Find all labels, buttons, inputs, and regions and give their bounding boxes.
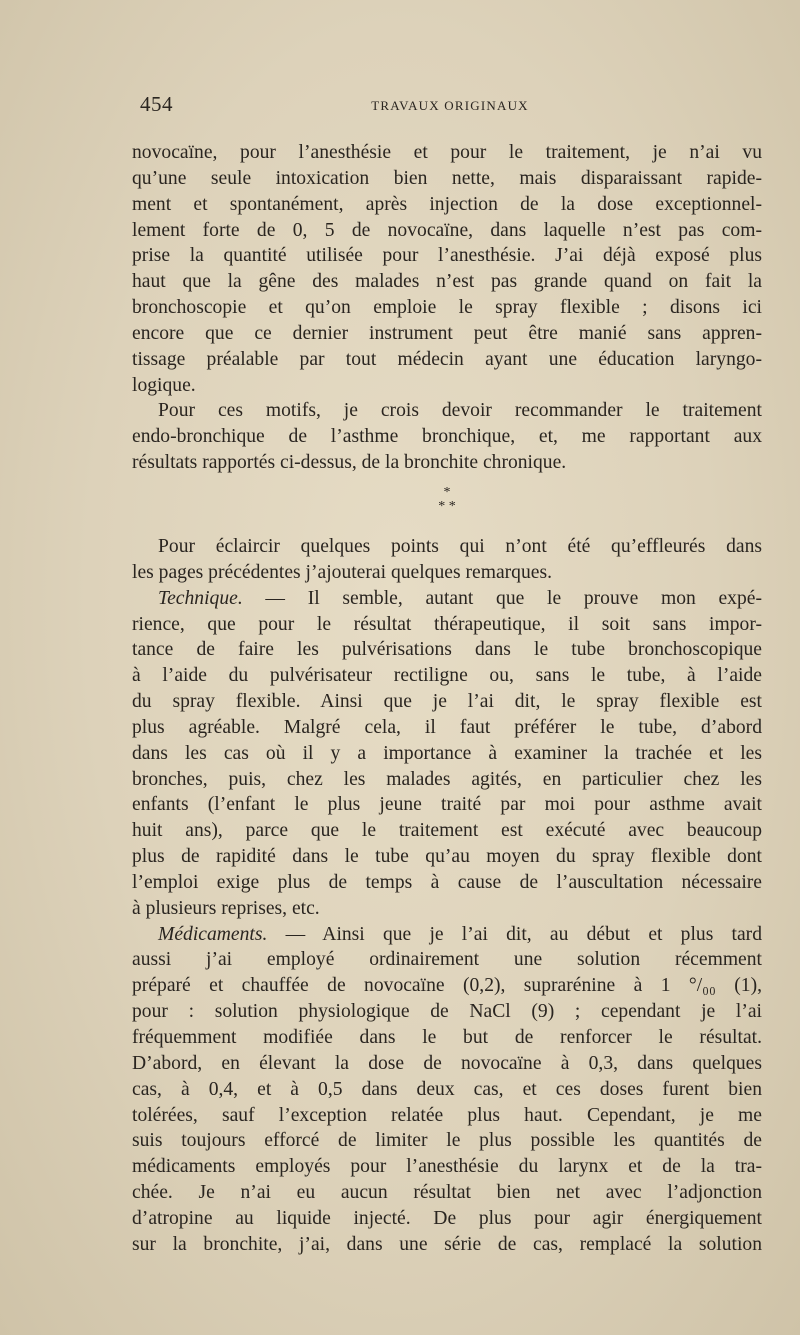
page-header [140, 92, 760, 122]
section-heading-technique: Technique. [158, 587, 243, 609]
text-line: haut que la gêne des malades n’est pas grande quand on fait la [132, 271, 762, 293]
text-line: aussi j’ai employé ordinairement une solution récemment [132, 949, 762, 971]
section-heading-medicaments: Médicaments. [158, 923, 268, 945]
text-line: les pages précédentes j’ajouterai quelques remarques. [132, 561, 552, 583]
text-line: enfants (l’enfant le plus jeune traité par moi pour asthme avait [132, 794, 762, 816]
text-line: préparé et chauffée de novocaïne (0,2), suprarénine à 1 °/₀₀ (1), [132, 975, 762, 997]
text-line: plus de rapidité dans le tube qu’au moyen du spray flexible dont [132, 846, 762, 868]
text-line: endo-bronchique de l’asthme bronchique, et, me rapportant aux [132, 426, 762, 448]
text-line: D’abord, en élevant la dose de novocaïne à 0,3, dans quelques [132, 1052, 762, 1074]
text-line: encore que ce dernier instrument peut être manié sans appren- [132, 322, 762, 344]
page-body [132, 140, 762, 1258]
text-line: suis toujours efforcé de limiter le plus possible les quantités de [132, 1130, 762, 1152]
text-line: Pour éclaircir quelques points qui n’ont été qu’effleurés dans [158, 535, 762, 557]
text-line [132, 922, 762, 948]
asterism-top: * [443, 484, 451, 500]
text-line: fréquemment modifiée dans le but de renforcer le résultat. [132, 1027, 762, 1048]
text-line: tolérées, sauf l’exception relatée plus haut. Cependant, je me [132, 1104, 762, 1126]
page-number: 454 [140, 92, 173, 116]
paragraph-3 [132, 534, 762, 586]
running-head: TRAVAUX ORIGINAUX [371, 98, 529, 113]
paragraph-medicaments [132, 922, 762, 1258]
text-line: à l’aide du pulvérisateur rectiligne ou, sans le tube, à l’aide [132, 665, 762, 687]
text-line: médicaments employés pour l’anesthésie du larynx et de la tra- [132, 1156, 762, 1178]
text-line: huit ans), parce que le traitement est exécuté avec beaucoup [132, 820, 762, 842]
text-line: pour : solution physiologique de NaCl (9) ; cependant je l’ai [132, 1001, 762, 1023]
text-line: tance de faire les pulvérisations dans le tube bronchoscopique [132, 639, 762, 661]
text-line: rience, que pour le résultat thérapeutique, il soit sans impor- [132, 613, 762, 635]
text-line: cas, à 0,4, et à 0,5 dans deux cas, et ces doses furent bien [132, 1078, 762, 1100]
text-run: — Ainsi que je l’ai dit, au début et plus tard [267, 923, 762, 945]
text-line: ment et spontanément, après injection de la dose exceptionnel- [132, 193, 762, 215]
text-line: dans les cas où il y a importance à examiner la trachée et les [132, 742, 762, 764]
paragraph-2 [132, 398, 762, 476]
text-line: logique. [132, 374, 196, 396]
asterism-bottom: * * [438, 498, 456, 514]
text-line: prise la quantité utilisée pour l’anesthésie. J’ai déjà exposé plus [132, 245, 762, 267]
text-line: tissage préalable par tout médecin ayant une éducation laryngo- [132, 348, 762, 370]
text-line: qu’une seule intoxication bien nette, mais disparaissant rapide- [132, 167, 762, 189]
text-line: à plusieurs reprises, etc. [132, 897, 320, 919]
paragraph-technique [132, 586, 762, 922]
text-line: d’atropine au liquide injecté. De plus pour agir énergiquement [132, 1207, 762, 1229]
text-line: lement forte de 0, 5 de novocaïne, dans laquelle n’est pas com- [132, 219, 762, 241]
text-line: bronchoscopie et qu’on emploie le spray flexible ; disons ici [132, 297, 762, 319]
text-line: sur la bronchite, j’ai, dans une série de cas, remplacé la solution [132, 1233, 762, 1255]
text-run: — Il semble, autant que le prouve mon expé- [242, 587, 762, 609]
text-line: Pour ces motifs, je crois devoir recommander le traitement [158, 400, 762, 422]
text-line: novocaïne, pour l’anesthésie et pour le traitement, je n’ai vu [132, 142, 762, 163]
text-line: bronches, puis, chez les malades agités, en particulier chez les [132, 768, 762, 790]
text-line: chée. Je n’ai eu aucun résultat bien net avec l’adjonction [132, 1182, 762, 1204]
paragraph-1 [132, 140, 762, 398]
section-separator [132, 476, 762, 534]
text-line: résultats rapportés ci-dessus, de la bronchite chronique. [132, 452, 567, 474]
text-line [132, 586, 762, 612]
text-line: l’emploi exige plus de temps à cause de l’auscultation nécessaire [132, 871, 762, 893]
text-line: du spray flexible. Ainsi que je l’ai dit, le spray flexible est [132, 691, 762, 713]
text-line: plus agréable. Malgré cela, il faut préférer le tube, d’abord [132, 716, 762, 738]
